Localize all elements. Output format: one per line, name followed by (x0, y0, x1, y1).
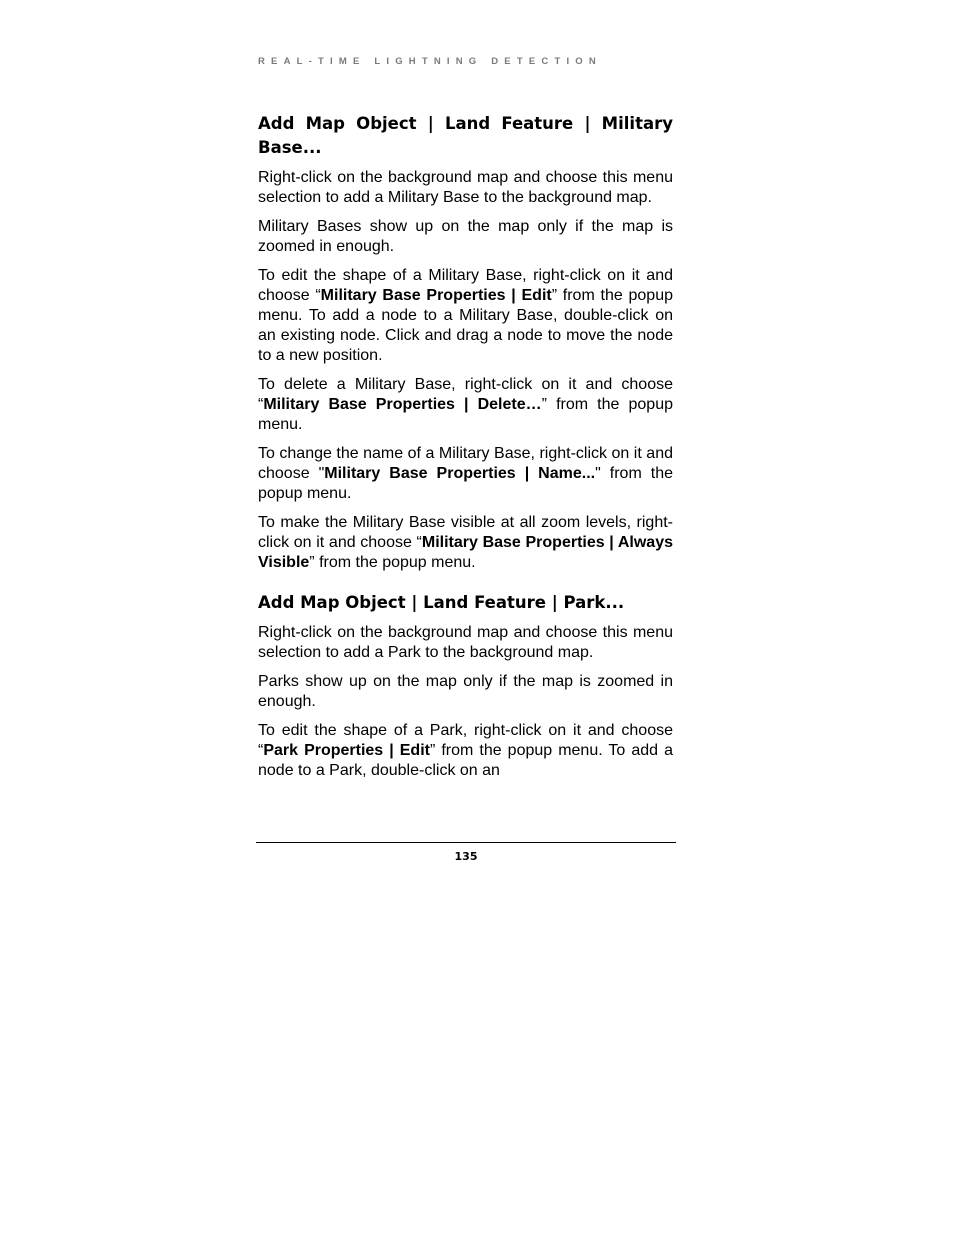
paragraph (258, 375, 673, 435)
paragraph: Military Bases show up on the map only if the map is zoomed in enough. (258, 218, 673, 255)
page-number: 135 (454, 850, 478, 863)
paragraph: Parks show up on the map only if the map is zoomed in enough. (258, 673, 673, 710)
paragraph: Right-click on the background map and choose this menu selection to add a Park to the background map. (258, 624, 673, 661)
menu-path: Military Base Properties | Delete… (263, 396, 542, 413)
menu-path: Park Properties | Edit (263, 742, 430, 759)
menu-path: Military Base Properties | Edit (320, 287, 552, 304)
page-content (258, 112, 673, 790)
running-head: REAL-TIME LIGHTNING DETECTION (258, 56, 602, 67)
section-heading-park: Add Map Object | Land Feature | Park... (258, 593, 625, 612)
paragraph: Right-click on the background map and choose this menu selection to add a Military Base to the background map. (258, 169, 673, 206)
paragraph (258, 444, 673, 504)
paragraph (258, 721, 673, 781)
menu-path: Military Base Properties | Always Visible (258, 534, 674, 571)
paragraph (258, 513, 673, 573)
text-run: ” from the popup menu. To add a node to a Military Base, double-click on an existing node. Click and drag a node to move the node to a new position. (258, 287, 673, 364)
text-run: To change the name of a Military Base, right-click on it and choose " (258, 445, 673, 482)
footer-rule (256, 842, 676, 843)
text-run: ” from the popup menu. To add a node to a Park, double-click on an (258, 742, 673, 779)
text-run: To edit the shape of a Park, right-click on it and choose “ (258, 722, 673, 759)
menu-path: Military Base Properties | Name... (324, 465, 596, 482)
text-run: " from the popup menu. (258, 465, 674, 502)
section-heading-military-base: Add Map Object | Land Feature | Military Base... (258, 114, 673, 157)
text-run: To edit the shape of a Military Base, right-click on it and choose “ (258, 267, 673, 304)
text-run: To delete a Military Base, right-click on it and choose “ (258, 376, 673, 413)
paragraph (258, 266, 673, 366)
text-run: ” from the popup menu. (309, 554, 476, 571)
text-run: To make the Military Base visible at all zoom levels, right-click on it and choose “ (258, 514, 673, 551)
text-run: ” from the popup menu. (258, 396, 674, 433)
